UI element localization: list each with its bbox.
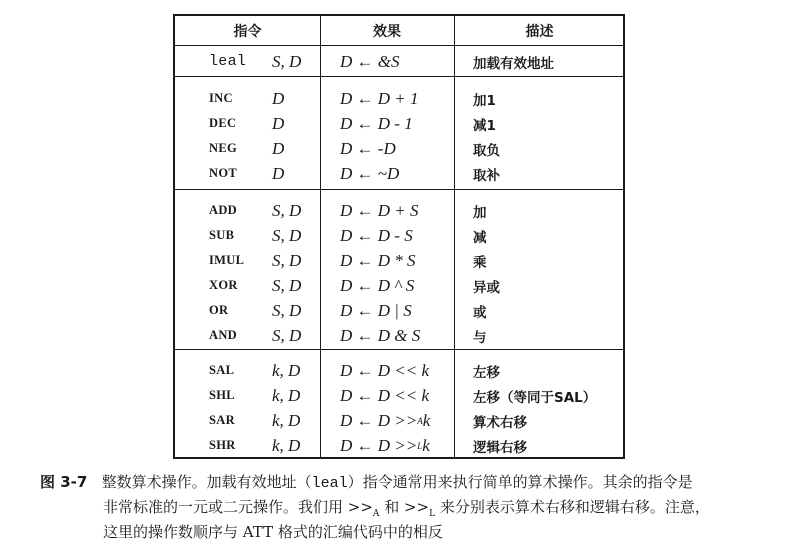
effect-rhs-shift: k <box>422 410 431 430</box>
effect-lhs: D <box>340 200 353 220</box>
effect <box>340 86 419 111</box>
table-row <box>175 323 623 348</box>
arrow-icon: ← <box>356 138 374 158</box>
description: 或 <box>473 304 487 321</box>
effect-lhs: D <box>340 88 353 108</box>
operands: k, D <box>272 410 301 430</box>
mnemonic: SUB <box>209 228 235 242</box>
effect-lhs: D <box>340 51 353 71</box>
description: 左移（等同于SAL） <box>473 389 597 406</box>
caption-code: leal <box>311 475 348 492</box>
caption-text: 来分别表示算术右移和逻辑右移。注意， <box>435 498 710 516</box>
effect-rhs: D * S <box>377 250 416 270</box>
effect-lhs: D <box>340 435 353 455</box>
mnemonic: IMUL <box>209 253 245 267</box>
mnemonic: ADD <box>209 203 237 217</box>
table-row <box>175 383 623 408</box>
operands: S, D <box>272 325 302 345</box>
arrow-icon: ← <box>356 410 374 430</box>
description: 加1 <box>473 92 496 109</box>
mnemonic: SHR <box>209 438 236 452</box>
mnemonic: AND <box>209 328 237 342</box>
effect-lhs: D <box>340 163 353 183</box>
description: 加 <box>473 204 487 221</box>
header-effect: 效果 <box>373 24 401 40</box>
mnemonic: XOR <box>209 278 238 292</box>
table-row <box>175 273 623 298</box>
operands: k, D <box>272 360 301 380</box>
mnemonic: SHL <box>209 388 235 402</box>
table-row <box>175 86 623 111</box>
row-divider <box>175 349 623 350</box>
table-row <box>175 248 623 273</box>
effect <box>340 248 416 273</box>
effect-lhs: D <box>340 250 353 270</box>
effect-lhs: D <box>340 225 353 245</box>
effect-rhs: D & S <box>377 325 421 345</box>
effect-lhs: D <box>340 385 353 405</box>
mnemonic: SAL <box>209 363 235 377</box>
table-row <box>175 298 623 323</box>
table-row <box>175 433 623 458</box>
arrow-icon: ← <box>356 88 374 108</box>
effect <box>340 273 414 298</box>
arrow-icon: ← <box>356 200 374 220</box>
table-row <box>175 408 623 433</box>
arrow-icon: ← <box>356 163 374 183</box>
description: 逻辑右移 <box>473 439 527 456</box>
table-row <box>175 136 623 161</box>
effect <box>340 383 429 408</box>
arrow-icon: ← <box>356 385 374 405</box>
operands: S, D <box>272 275 302 295</box>
table-row <box>175 358 623 383</box>
arrow-icon: ← <box>356 435 374 455</box>
caption-text: 非常标准的一元或二元操作。我们用 >> <box>103 498 373 516</box>
effect-lhs: D <box>340 325 353 345</box>
operands: S, D <box>272 300 302 320</box>
figure-label: 图 3-7 <box>40 473 88 491</box>
arrow-icon: ← <box>356 51 374 71</box>
operands: S, D <box>272 200 302 220</box>
effect-rhs: D >> <box>377 435 418 455</box>
effect-lhs: D <box>340 410 353 430</box>
row-divider <box>175 76 623 77</box>
caption-text: ）指令通常用来执行简单的算术操作。其余的指令是 <box>347 473 693 491</box>
operands: S, D <box>272 225 302 245</box>
operands: D <box>272 88 285 108</box>
operands: k, D <box>272 435 301 455</box>
mnemonic: SAR <box>209 413 235 427</box>
caption-line-1 <box>40 470 693 496</box>
table-row <box>175 111 623 136</box>
effect <box>340 298 412 323</box>
effect <box>340 161 399 186</box>
row-divider <box>175 45 623 46</box>
mnemonic: OR <box>209 303 229 317</box>
effect-rhs: &S <box>377 51 400 71</box>
operands: S, D <box>272 51 302 71</box>
table-row <box>175 223 623 248</box>
effect-subscript: A <box>417 415 423 426</box>
arrow-icon: ← <box>356 225 374 245</box>
caption-subscript: L <box>429 509 436 519</box>
mnemonic: INC <box>209 91 233 105</box>
effect-rhs: D + 1 <box>377 88 419 108</box>
row-divider <box>175 189 623 190</box>
effect-rhs: D - 1 <box>377 113 413 133</box>
effect <box>340 223 413 248</box>
effect <box>340 111 413 136</box>
effect-lhs: D <box>340 275 353 295</box>
mnemonic: NOT <box>209 166 237 180</box>
effect <box>340 358 429 383</box>
effect-lhs: D <box>340 300 353 320</box>
effect <box>340 408 430 433</box>
effect <box>340 49 400 74</box>
mnemonic: leal <box>209 53 247 70</box>
effect-rhs-shift: k <box>422 435 430 455</box>
effect-lhs: D <box>340 360 353 380</box>
arrow-icon: ← <box>356 113 374 133</box>
description: 减 <box>473 229 487 246</box>
effect-rhs: -D <box>377 138 396 158</box>
caption-line-3: 这里的操作数顺序与 ATT 格式的汇编代码中的相反 <box>103 523 443 541</box>
arrow-icon: ← <box>356 325 374 345</box>
header-description: 描述 <box>525 24 554 40</box>
description: 与 <box>473 329 487 346</box>
effect-rhs: D + S <box>377 200 419 220</box>
description: 乘 <box>473 254 487 271</box>
effect <box>340 198 419 223</box>
description: 加载有效地址 <box>473 55 554 72</box>
operands: S, D <box>272 250 302 270</box>
effect-rhs: D | S <box>377 300 412 320</box>
description: 左移 <box>473 364 500 381</box>
effect-rhs: D << k <box>377 360 430 380</box>
effect-lhs: D <box>340 113 353 133</box>
mnemonic: NEG <box>209 141 237 155</box>
caption-subscript: A <box>372 509 380 519</box>
instruction-table <box>173 14 625 459</box>
effect-rhs: ~D <box>377 163 400 183</box>
table-row <box>175 198 623 223</box>
caption-text: 和 >> <box>379 498 430 516</box>
effect-lhs: D <box>340 138 353 158</box>
arrow-icon: ← <box>356 360 374 380</box>
mnemonic: DEC <box>209 116 237 130</box>
operands: D <box>272 113 285 133</box>
description: 减1 <box>473 117 496 134</box>
description: 取负 <box>473 142 500 159</box>
description: 算术右移 <box>473 414 527 431</box>
table-row <box>175 161 623 186</box>
effect-rhs: D - S <box>377 225 413 245</box>
operands: D <box>272 163 285 183</box>
caption-text: 整数算术操作。加载有效地址（ <box>101 473 312 491</box>
effect-subscript: L <box>417 440 423 451</box>
header-instruction: 指令 <box>233 24 262 40</box>
description: 取补 <box>473 167 500 184</box>
operands: D <box>272 138 285 158</box>
arrow-icon: ← <box>356 275 374 295</box>
description: 异或 <box>473 279 500 296</box>
effect <box>340 433 430 458</box>
effect <box>340 323 420 348</box>
table-row <box>175 49 623 74</box>
effect-rhs: D >> <box>377 410 418 430</box>
effect-rhs: D << k <box>377 385 430 405</box>
arrow-icon: ← <box>356 250 374 270</box>
arrow-icon: ← <box>356 300 374 320</box>
effect-rhs: D ^ S <box>377 275 415 295</box>
effect <box>340 136 396 161</box>
operands: k, D <box>272 385 301 405</box>
